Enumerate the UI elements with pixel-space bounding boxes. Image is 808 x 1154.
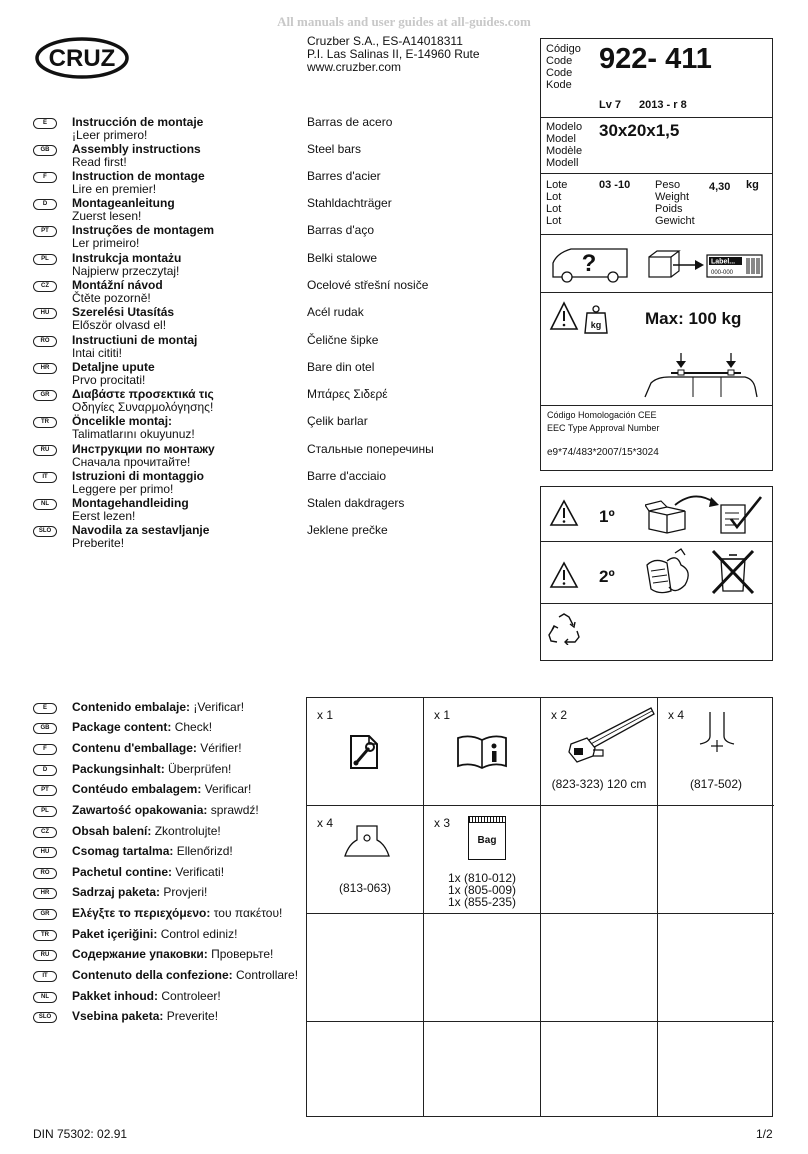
open-box-icon xyxy=(645,493,765,535)
lang-title: Instruções de montagem xyxy=(72,223,215,237)
model-label: Modèle xyxy=(546,145,583,157)
product-revision: 2013 - r 8 xyxy=(639,99,687,111)
pkg-action: Проверьте! xyxy=(207,947,274,961)
lang-title: Διαβάστε προσεκτικά τις xyxy=(72,387,214,401)
logo-text: CRUZ xyxy=(48,45,116,72)
pkg-action: Zkontrolujte! xyxy=(151,824,221,838)
steel-bar-icon xyxy=(565,704,655,764)
lot-labels xyxy=(546,179,567,227)
lang-title: Montážní návod xyxy=(72,278,163,292)
lang-product: Čelične šipke xyxy=(307,333,379,347)
lang-product: Steel bars xyxy=(307,142,362,156)
lang-badge: PT xyxy=(33,785,57,796)
lang-badge: HR xyxy=(33,363,57,374)
pkg-row xyxy=(33,886,303,906)
pkg-action: Controleer! xyxy=(158,989,221,1003)
pkg-row xyxy=(33,990,303,1010)
product-code: 922- 411 xyxy=(599,43,712,75)
lang-badge: GR xyxy=(33,909,57,920)
lang-badge: HR xyxy=(33,888,57,899)
lang-title: Öncelikle montaj: xyxy=(72,414,173,428)
lang-badge: F xyxy=(33,172,57,183)
lang-row xyxy=(33,388,483,415)
lang-subtitle: Leggere per primo! xyxy=(72,482,174,496)
divider xyxy=(541,292,772,293)
pkg-action: Controllare! xyxy=(232,968,299,982)
part-cell xyxy=(658,698,774,806)
code-label: Code xyxy=(546,55,573,67)
pkg-label: Contéudo embalagem: xyxy=(72,782,202,796)
lang-subtitle: Ler primeiro! xyxy=(72,236,140,250)
pkg-label: Contenuto della confezione: xyxy=(72,968,233,982)
lang-row xyxy=(33,361,483,388)
warning-icon xyxy=(549,561,579,589)
bag-item: 1x (805-009) xyxy=(447,883,517,897)
part-cell-empty xyxy=(658,806,774,914)
pkg-action: Control ediniz! xyxy=(157,927,238,941)
pkg-row xyxy=(33,928,303,948)
lang-badge: D xyxy=(33,199,57,210)
pkg-row xyxy=(33,825,303,845)
homologation-title-1: Código Homologación CEE xyxy=(547,410,657,420)
label-box-number: 000-000 xyxy=(711,270,734,276)
pkg-text xyxy=(72,886,207,899)
lang-row xyxy=(33,170,483,197)
part-cell xyxy=(424,698,541,806)
lang-subtitle: Prvo procitati! xyxy=(72,373,146,387)
part-cell xyxy=(541,698,658,806)
lang-subtitle: Сначала прочитайте! xyxy=(72,455,191,469)
lang-badge: F xyxy=(33,744,57,755)
lang-row xyxy=(33,143,483,170)
pkg-action: Provjeri! xyxy=(160,885,208,899)
pkg-text xyxy=(72,845,233,858)
recycle-icon xyxy=(547,613,581,645)
lang-badge: NL xyxy=(33,499,57,510)
divider xyxy=(541,405,772,406)
lang-product: Acél rudak xyxy=(307,305,364,319)
svg-text:?: ? xyxy=(581,250,597,277)
weight-label: Gewicht xyxy=(655,215,695,227)
pkg-label: Contenido embalaje: xyxy=(72,700,191,714)
pkg-label: Obsah balení: xyxy=(72,824,152,838)
pkg-label: Package content: xyxy=(72,720,172,734)
company-address: P.I. Las Salinas II, E-14960 Rute xyxy=(307,47,480,61)
lang-subtitle: Eerst lezen! xyxy=(72,509,136,523)
cruz-logo xyxy=(35,37,129,79)
pkg-text xyxy=(72,866,224,879)
lang-row xyxy=(33,497,483,524)
model-label: Modell xyxy=(546,157,579,169)
pkg-action: Check! xyxy=(171,720,213,734)
lang-title: Instrukcja montażu xyxy=(72,251,182,265)
pkg-label: Paket içeriğini: xyxy=(72,927,158,941)
warning-icon xyxy=(549,499,579,527)
part-cell xyxy=(424,806,541,914)
load-icon-text: kg xyxy=(590,320,602,330)
bag-item: 1x (855-235) xyxy=(447,895,517,909)
lang-badge: PT xyxy=(33,226,57,237)
lang-row xyxy=(33,470,483,497)
pkg-label: Sadrzaj paketa: xyxy=(72,885,161,899)
part-qty: x 4 xyxy=(317,816,334,830)
bag-seal xyxy=(469,817,505,823)
lang-row xyxy=(33,279,483,306)
footer-standard: DIN 75302: 02.91 xyxy=(33,1127,128,1141)
lang-product: Barras de acero xyxy=(307,115,393,129)
pkg-text xyxy=(72,742,242,755)
pkg-row xyxy=(33,969,303,989)
lang-badge: RU xyxy=(33,445,57,456)
weight-value: 4,30 xyxy=(709,181,731,193)
pkg-row xyxy=(33,866,303,886)
part-cell-empty xyxy=(658,914,774,1022)
weight-label: Poids xyxy=(655,203,683,215)
pkg-row xyxy=(33,1010,303,1030)
lang-subtitle: Zuerst lesen! xyxy=(72,209,142,223)
hardware-bag-icon xyxy=(468,816,506,860)
parts-grid xyxy=(306,697,773,1117)
pkg-label: Содержание упаковки: xyxy=(72,947,208,961)
pkg-text xyxy=(72,948,273,961)
lang-badge: HU xyxy=(33,847,57,858)
pkg-text xyxy=(72,763,231,776)
lang-product: Ocelové střešní nosiče xyxy=(307,278,429,292)
part-cell-empty xyxy=(658,1022,774,1116)
lot-label: Lote xyxy=(546,179,568,191)
warnings-box xyxy=(540,486,773,661)
pkg-row xyxy=(33,701,303,721)
lang-badge: D xyxy=(33,765,57,776)
product-info-box xyxy=(540,38,773,471)
part-qty: x 3 xyxy=(434,816,451,830)
pkg-row xyxy=(33,804,303,824)
discard-packaging-icon xyxy=(641,547,765,597)
part-cell-empty xyxy=(307,1022,424,1116)
pkg-row xyxy=(33,907,303,927)
lang-subtitle: Először olvasd el! xyxy=(72,318,167,332)
lang-badge: HU xyxy=(33,308,57,319)
lang-product: Μπάρες Σιδερέ xyxy=(307,387,388,401)
clamp-plate-icon xyxy=(341,824,393,860)
lang-badge: GB xyxy=(33,723,57,734)
divider xyxy=(541,234,772,235)
company-website[interactable]: www.cruzber.com xyxy=(307,60,402,74)
lang-row xyxy=(33,306,483,333)
lang-title: Инструкции по монтажу xyxy=(72,442,215,456)
company-name: Cruzber S.A., ES-A14018311 xyxy=(307,34,463,48)
lang-product: Stalen dakdragers xyxy=(307,496,405,510)
part-cell-empty xyxy=(424,1022,541,1116)
weight-label: Peso xyxy=(655,179,681,191)
bag-label: Bag xyxy=(477,835,497,846)
step-2: 2º xyxy=(599,567,615,586)
lot-label: Lot xyxy=(546,191,562,203)
lang-badge: NL xyxy=(33,992,57,1003)
pkg-action: Vérifier! xyxy=(196,741,242,755)
pkg-action: Überprüfen! xyxy=(164,762,232,776)
code-label: Code xyxy=(546,67,573,79)
pkg-row xyxy=(33,763,303,783)
lang-title: Instructiuni de montaj xyxy=(72,333,198,347)
pkg-row xyxy=(33,948,303,968)
model-labels xyxy=(546,121,582,169)
lang-title: Montagehandleiding xyxy=(72,496,189,510)
van-label-icon xyxy=(549,241,764,287)
pkg-text xyxy=(72,990,221,1003)
lang-subtitle: Read first! xyxy=(72,155,127,169)
pkg-label: Pachetul contine: xyxy=(72,865,173,879)
label-box-title: Label... xyxy=(711,258,736,266)
lang-title: Szerelési Utasítás xyxy=(72,305,175,319)
pkg-label: Pakket inhoud: xyxy=(72,989,159,1003)
pkg-row xyxy=(33,742,303,762)
pkg-action: Preverite! xyxy=(163,1009,219,1023)
pkg-label: Vsebina paketa: xyxy=(72,1009,164,1023)
lang-row xyxy=(33,415,483,442)
lang-badge: GR xyxy=(33,390,57,401)
lang-badge: RU xyxy=(33,950,57,961)
lang-badge: IT xyxy=(33,472,57,483)
divider xyxy=(541,603,772,604)
page-number: 1/2 xyxy=(756,1127,773,1141)
lang-badge: CZ xyxy=(33,281,57,292)
lang-title: Istruzioni di montaggio xyxy=(72,469,204,483)
lang-product: Стальные поперечины xyxy=(307,442,434,456)
lang-row xyxy=(33,443,483,470)
lang-subtitle: ¡Leer primero! xyxy=(72,128,148,142)
lang-product: Barres d'acier xyxy=(307,169,381,183)
lang-badge: RO xyxy=(33,868,57,879)
product-level: Lv 7 xyxy=(599,99,622,111)
lang-subtitle: Οδηγίες Συναρμολόγησης! xyxy=(72,400,214,414)
watermark: All manuals and user guides at all-guides.com xyxy=(277,14,531,29)
part-cell-empty xyxy=(541,806,658,914)
pkg-text xyxy=(72,721,212,734)
pkg-label: Contenu d'emballage: xyxy=(72,741,197,755)
lang-badge: RO xyxy=(33,336,57,347)
pkg-text xyxy=(72,825,221,838)
part-cell xyxy=(307,698,424,806)
pkg-row xyxy=(33,721,303,741)
manual-book-icon xyxy=(456,734,508,770)
pkg-text xyxy=(72,1010,218,1023)
lang-row xyxy=(33,116,483,143)
lang-row xyxy=(33,524,483,551)
lang-row xyxy=(33,197,483,224)
pkg-row xyxy=(33,783,303,803)
lang-row xyxy=(33,334,483,361)
lang-badge: SLO xyxy=(33,1012,57,1023)
homologation-number: e9*74/483*2007/15*3024 xyxy=(547,447,659,458)
part-qty: x 1 xyxy=(434,708,451,722)
code-labels xyxy=(546,43,581,91)
load-warning-icon xyxy=(549,297,609,337)
lot-value: 03 -10 xyxy=(599,179,631,191)
lang-title: Navodila za sestavljanje xyxy=(72,523,210,537)
pkg-text xyxy=(72,928,237,941)
part-cell-empty xyxy=(541,1022,658,1116)
product-model: 30x20x1,5 xyxy=(599,121,680,140)
lang-row xyxy=(33,252,483,279)
pkg-text xyxy=(72,969,298,982)
pkg-action: του πακέτου! xyxy=(210,906,283,920)
bag-items xyxy=(424,872,540,908)
lang-title: Instruction de montage xyxy=(72,169,205,183)
part-cell-empty xyxy=(541,914,658,1022)
roof-load-icon xyxy=(641,351,763,399)
part-ref: (817-502) xyxy=(689,777,743,791)
lang-badge: IT xyxy=(33,971,57,982)
tool-document-icon xyxy=(347,732,381,772)
lang-product: Barre d'acciaio xyxy=(307,469,386,483)
lang-row xyxy=(33,224,483,251)
lang-badge: PL xyxy=(33,806,57,817)
weight-labels xyxy=(655,179,695,227)
lang-badge: TR xyxy=(33,930,57,941)
part-qty: x 1 xyxy=(317,708,334,722)
lang-product: Bare din otel xyxy=(307,360,375,374)
part-qty: x 2 xyxy=(551,708,568,722)
pkg-action: ¡Verificar! xyxy=(190,700,245,714)
step-1: 1º xyxy=(599,507,615,526)
part-ref: (823-323) 120 cm xyxy=(551,777,647,791)
lang-badge: SLO xyxy=(33,526,57,537)
lot-label: Lot xyxy=(546,215,562,227)
pkg-action: Verificar! xyxy=(201,782,252,796)
pkg-action: sprawdź! xyxy=(207,803,259,817)
lang-subtitle: Intai cititi! xyxy=(72,346,123,360)
lang-badge: GB xyxy=(33,145,57,156)
lang-badge: E xyxy=(33,118,57,129)
lang-badge: TR xyxy=(33,417,57,428)
lang-badge: E xyxy=(33,703,57,714)
lang-product: Belki stalowe xyxy=(307,251,378,265)
pkg-text xyxy=(72,907,282,920)
pkg-label: Ελέγξτε το περιεχόμενο: xyxy=(72,906,211,920)
pkg-label: Packungsinhalt: xyxy=(72,762,165,776)
bag-item: 1x (810-012) xyxy=(447,871,517,885)
pkg-row xyxy=(33,845,303,865)
lang-title: Detaljne upute xyxy=(72,360,155,374)
lang-product: Stahldachträger xyxy=(307,196,392,210)
lang-title: Montageanleitung xyxy=(72,196,175,210)
part-cell-empty xyxy=(424,914,541,1022)
part-ref: (813-063) xyxy=(338,881,392,895)
lang-subtitle: Talimatlarını okuyunuz! xyxy=(72,427,195,441)
lang-title: Assembly instructions xyxy=(72,142,201,156)
lang-subtitle: Preberite! xyxy=(72,536,125,550)
divider xyxy=(541,117,772,118)
bracket-plus-icon xyxy=(694,710,740,756)
code-label: Código xyxy=(546,43,581,55)
pkg-text xyxy=(72,701,244,714)
lot-label: Lot xyxy=(546,203,562,215)
lang-subtitle: Najpierw przeczytaj! xyxy=(72,264,180,278)
company-info xyxy=(307,35,480,74)
pkg-label: Zawartość opakowania: xyxy=(72,803,208,817)
max-load: Max: 100 kg xyxy=(645,309,742,328)
pkg-label: Csomag tartalma: xyxy=(72,844,174,858)
homologation-title-2: EEC Type Approval Number xyxy=(547,423,660,433)
pkg-action: Verificati! xyxy=(172,865,225,879)
lang-product: Çelik barlar xyxy=(307,414,368,428)
divider xyxy=(541,173,772,174)
lang-badge: PL xyxy=(33,254,57,265)
pkg-text xyxy=(72,804,259,817)
part-qty: x 4 xyxy=(668,708,685,722)
model-label: Modelo xyxy=(546,121,583,133)
part-cell-empty xyxy=(307,914,424,1022)
lang-subtitle: Lire en premier! xyxy=(72,182,157,196)
weight-unit: kg xyxy=(746,179,759,191)
pkg-text xyxy=(72,783,251,796)
lang-subtitle: Čtěte pozorně! xyxy=(72,291,151,305)
pkg-action: Ellenőrizd! xyxy=(173,844,233,858)
code-label: Kode xyxy=(546,79,572,91)
part-cell xyxy=(307,806,424,914)
divider xyxy=(541,541,772,542)
model-label: Model xyxy=(546,133,576,145)
lang-badge: CZ xyxy=(33,827,57,838)
lang-product: Barras d'aço xyxy=(307,223,374,237)
weight-label: Weight xyxy=(655,191,690,203)
lang-title: Instrucción de montaje xyxy=(72,115,204,129)
lang-product: Jeklene prečke xyxy=(307,523,388,537)
